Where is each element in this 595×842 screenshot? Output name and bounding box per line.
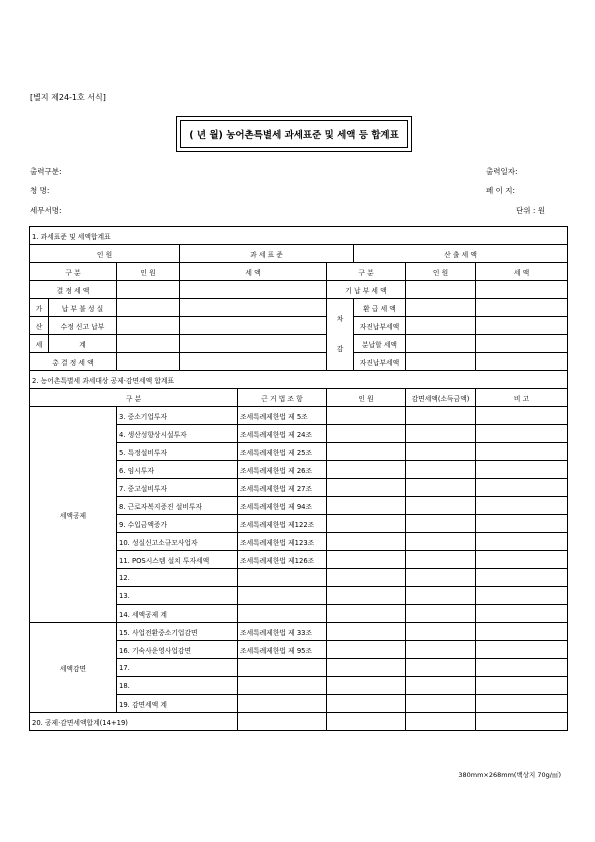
page-title: ( 년 월) 농어촌특별세 과세표준 및 세액 등 합계표 bbox=[180, 120, 408, 148]
sub-item-refund: 환 급 세 액 bbox=[354, 299, 406, 317]
group-tax-reduction: 세액감면 bbox=[30, 623, 117, 713]
group-tax-credit: 세액공제 bbox=[30, 407, 117, 623]
add-item-amended: 수정 신고 납부 bbox=[49, 317, 117, 335]
law-15: 조세특례제한법 제 33조 bbox=[238, 623, 327, 641]
header-tax-base: 과 세 표 준 bbox=[180, 245, 354, 263]
header-headcount: 인 원 bbox=[30, 245, 180, 263]
item-15: 15. 사업전환중소기업감면 bbox=[117, 623, 238, 641]
header-s2-law: 근 거 법 조 항 bbox=[238, 389, 327, 407]
item-12: 12. bbox=[117, 569, 238, 587]
add-item-late-payment: 납 부 불 성 실 bbox=[49, 299, 117, 317]
law-13 bbox=[238, 587, 327, 605]
law-16: 조세특례제한법 제 95조 bbox=[238, 641, 327, 659]
header-category-right: 구 분 bbox=[327, 263, 406, 281]
meta-office-name: 청 명: bbox=[30, 186, 50, 195]
item-5: 5. 특정설비투자 bbox=[117, 443, 238, 461]
item-7: 7. 중고설비투자 bbox=[117, 479, 238, 497]
header-headcount-left: 인 원 bbox=[117, 263, 180, 281]
item-8: 8. 근로자복지증진 설비투자 bbox=[117, 497, 238, 515]
header-s2-reduction: 감면세액(소득금액) bbox=[406, 389, 476, 407]
law-19 bbox=[238, 695, 327, 713]
row-decided-tax: 결 정 세 액 bbox=[30, 281, 117, 299]
header-s2-headcount: 인 원 bbox=[327, 389, 406, 407]
law-14 bbox=[238, 605, 327, 623]
law-10: 조세특례제한법 제123조 bbox=[238, 533, 327, 551]
law-12 bbox=[238, 569, 327, 587]
add-item-subtotal: 계 bbox=[49, 335, 117, 353]
item-3: 3. 중소기업투자 bbox=[117, 407, 238, 425]
meta-page: 페 이 지: bbox=[486, 186, 516, 195]
meta-output-type: 출력구분: bbox=[30, 167, 62, 176]
item-6: 6. 임시투자 bbox=[117, 461, 238, 479]
item-14: 14. 세액공제 계 bbox=[117, 605, 238, 623]
add-tax-label-2: 산 bbox=[30, 317, 49, 335]
law-3: 조세특례제한법 제 5조 bbox=[238, 407, 327, 425]
row-total-decided: 총 결 정 세 액 bbox=[30, 353, 117, 371]
item-13: 13. bbox=[117, 587, 238, 605]
header-headcount-right: 인 원 bbox=[406, 263, 476, 281]
header-s2-remarks: 비 고 bbox=[476, 389, 568, 407]
row-grand-total: 20. 공제·감면세액합계(14+19) bbox=[30, 713, 238, 731]
paper-spec: 380mm×268mm(백상지 70g/㎡) bbox=[458, 771, 561, 779]
section1-title: 1. 과세표준 및 세액합계표 bbox=[30, 227, 568, 245]
section2-title: 2. 농어촌특별세 과세대상 공제·감면세액 합계표 bbox=[30, 371, 568, 389]
header-computed-tax: 산 출 세 액 bbox=[354, 245, 568, 263]
sub-item-installment: 분납할 세액 bbox=[354, 335, 406, 353]
law-18 bbox=[238, 677, 327, 695]
law-11: 조세특례제한법 제126조 bbox=[238, 551, 327, 569]
sub-item-self-payment-1: 자진납부세액 bbox=[354, 317, 406, 335]
law-9: 조세특례제한법 제122조 bbox=[238, 515, 327, 533]
meta-output-date: 출력일자: bbox=[486, 167, 518, 176]
law-17 bbox=[238, 659, 327, 677]
row-prepaid-tax: 기 납 부 세 액 bbox=[327, 281, 406, 299]
law-6: 조세특례제한법 제 26조 bbox=[238, 461, 327, 479]
item-4: 4. 생산성향상시설투자 bbox=[117, 425, 238, 443]
item-16: 16. 기숙사운영사업감면 bbox=[117, 641, 238, 659]
sub-item-self-payment-2: 자진납부세액 bbox=[354, 353, 406, 371]
item-11: 11. POS시스템 설치 투자세액 bbox=[117, 551, 238, 569]
header-amount-left: 세 액 bbox=[180, 263, 327, 281]
summary-table bbox=[29, 226, 568, 731]
law-8: 조세특례제한법 제 94조 bbox=[238, 497, 327, 515]
title-box bbox=[176, 116, 412, 152]
add-tax-label-1: 가 bbox=[30, 299, 49, 317]
form-reference: [별지 제24-1호 서식] bbox=[30, 93, 106, 102]
law-5: 조세특례제한법 제 25조 bbox=[238, 443, 327, 461]
header-category-left: 구 분 bbox=[30, 263, 117, 281]
meta-unit: 단위 : 원 bbox=[516, 206, 546, 215]
header-amount-right: 세 액 bbox=[476, 263, 568, 281]
item-9: 9. 수입금액증가 bbox=[117, 515, 238, 533]
header-s2-category: 구 분 bbox=[30, 389, 238, 407]
meta-tax-office: 세무서명: bbox=[30, 206, 62, 215]
law-4: 조세특례제한법 제 24조 bbox=[238, 425, 327, 443]
item-10: 10. 성실신고소규모사업자 bbox=[117, 533, 238, 551]
sub-tax-label: 차 감 bbox=[327, 299, 354, 371]
item-18: 18. bbox=[117, 677, 238, 695]
item-17: 17. bbox=[117, 659, 238, 677]
item-19: 19. 감면세액 계 bbox=[117, 695, 238, 713]
add-tax-label-3: 세 bbox=[30, 335, 49, 353]
law-7: 조세특례제한법 제 27조 bbox=[238, 479, 327, 497]
